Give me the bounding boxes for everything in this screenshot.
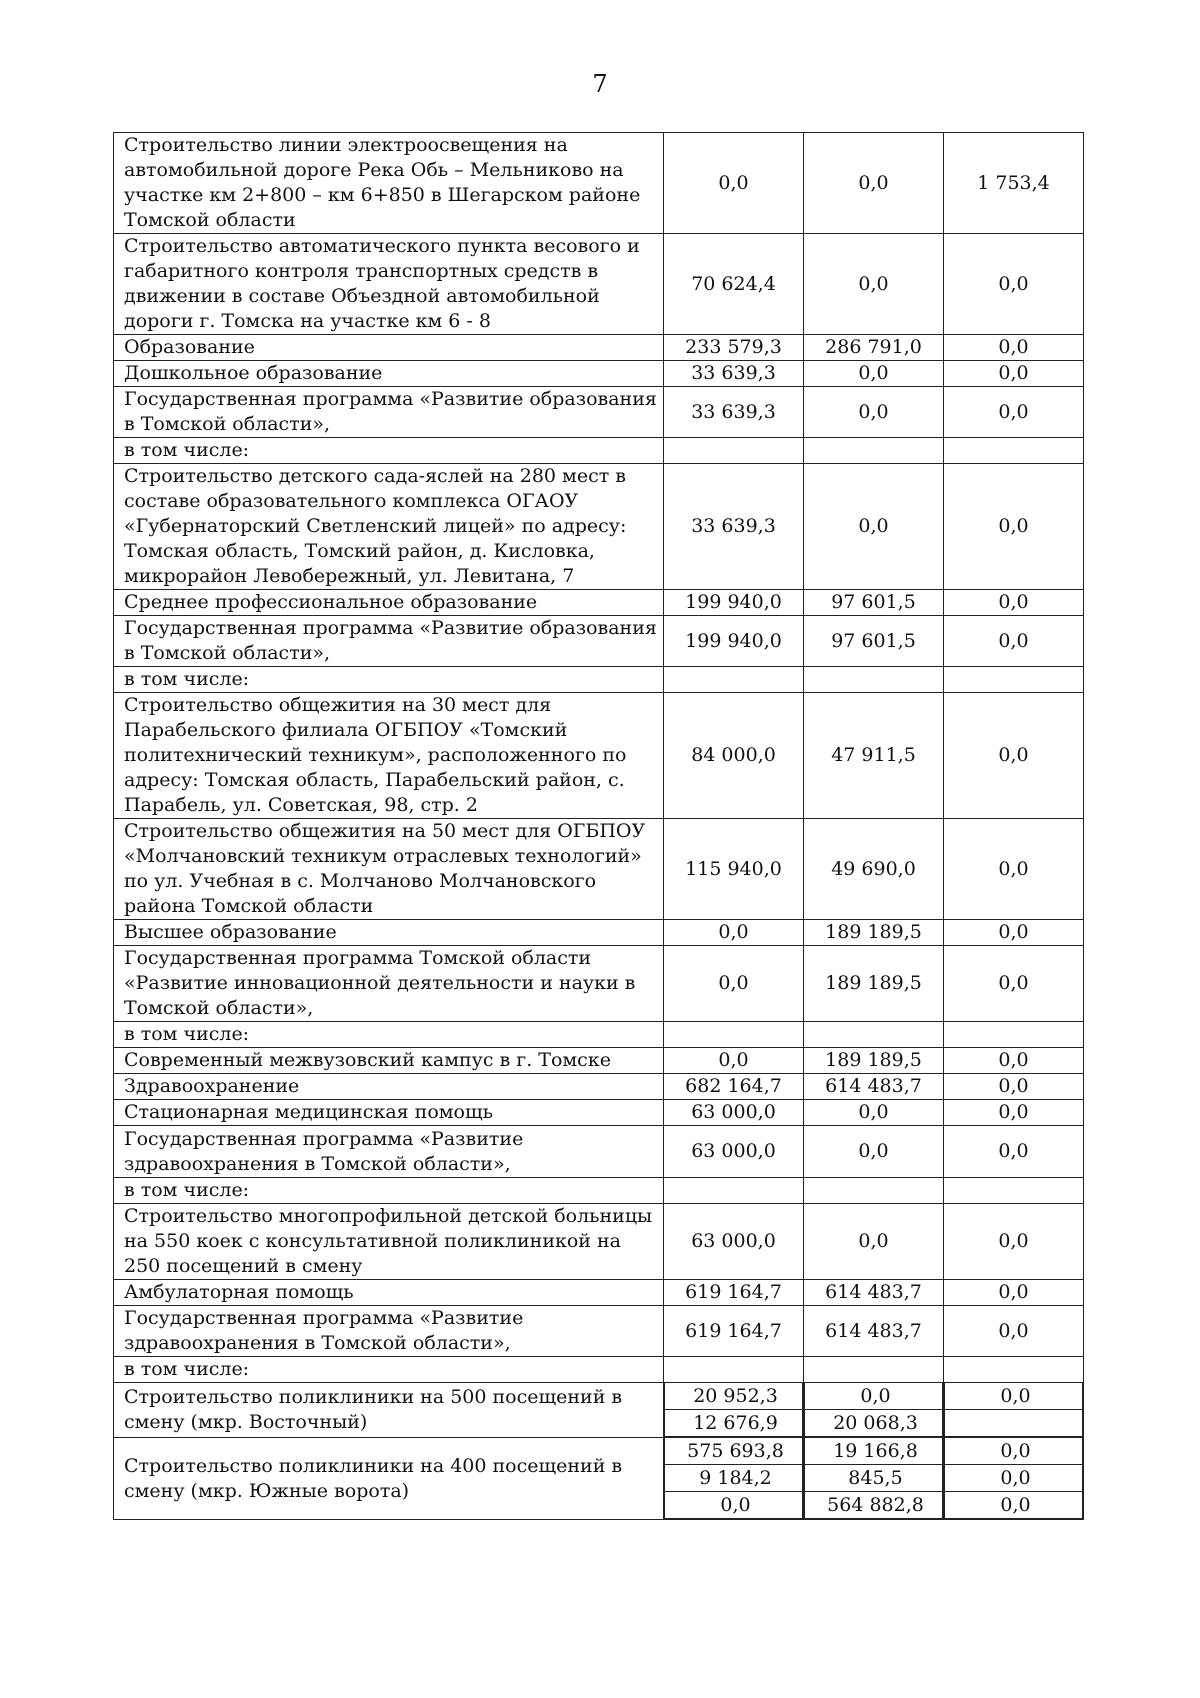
- table-row: [114, 693, 1084, 819]
- value-cell-3: 0,0: [944, 693, 1084, 819]
- value-cell-1: [664, 1178, 804, 1204]
- row-name-cell: Среднее профессиональное образование: [114, 590, 664, 616]
- row-name-cell: в том числе:: [114, 667, 664, 693]
- sub-value: [945, 1410, 1083, 1437]
- value-cell-1: 619 164,7: [664, 1280, 804, 1306]
- value-cell-1: [664, 1022, 804, 1048]
- table-row: [114, 1100, 1084, 1126]
- value-cell-1: 619 164,7: [664, 1306, 804, 1357]
- table-row: [114, 1306, 1084, 1357]
- value-cell-2: 189 189,5: [804, 920, 944, 946]
- value-cell-2: 0,0: [804, 464, 944, 590]
- value-cell-3: 0,0: [944, 1306, 1084, 1357]
- value-cell-3: 0,0: [944, 234, 1084, 335]
- value-cell-2: 614 483,7: [804, 1306, 944, 1357]
- value-cell-3: [944, 438, 1084, 464]
- value-cell-1: 0,0: [664, 1048, 804, 1074]
- value-cell-2: 189 189,5: [804, 946, 944, 1022]
- sub-value: 9 184,2: [665, 1465, 803, 1492]
- value-cell-3: 0,0: [944, 946, 1084, 1022]
- value-cell-1: 682 164,7: [664, 1074, 804, 1100]
- table-row: [114, 1074, 1084, 1100]
- value-cell-1: 199 940,0: [664, 590, 804, 616]
- value-cell-1: [664, 1438, 804, 1520]
- row-name-cell: Строительство поликлиники на 400 посещений в смену (мкр. Южные ворота): [114, 1438, 664, 1520]
- value-cell-2: 0,0: [804, 387, 944, 438]
- value-cell-3: 0,0: [944, 1074, 1084, 1100]
- value-cell-2: 49 690,0: [804, 819, 944, 920]
- value-cell-1: 63 000,0: [664, 1204, 804, 1280]
- value-cell-2: 97 601,5: [804, 616, 944, 667]
- value-cell-3: 0,0: [944, 464, 1084, 590]
- table-row: [114, 234, 1084, 335]
- value-cell-3: 0,0: [944, 1204, 1084, 1280]
- value-cell-2: 0,0: [804, 1100, 944, 1126]
- row-name-cell: Здравоохранение: [114, 1074, 664, 1100]
- value-cell-1: 0,0: [664, 920, 804, 946]
- value-cell-3: 0,0: [944, 616, 1084, 667]
- value-cell-1: 63 000,0: [664, 1100, 804, 1126]
- value-cell-3: 0,0: [944, 1048, 1084, 1074]
- value-cell-2: [804, 1022, 944, 1048]
- sub-value: 20 068,3: [805, 1410, 943, 1437]
- table-row-multi: [114, 1383, 1084, 1438]
- table-row: [114, 1126, 1084, 1178]
- value-cell-2: 0,0: [804, 133, 944, 234]
- value-cell-3: 0,0: [944, 1280, 1084, 1306]
- sub-value: 0,0: [945, 1438, 1083, 1465]
- table-row: [114, 438, 1084, 464]
- row-name-cell: в том числе:: [114, 438, 664, 464]
- value-cell-2: 614 483,7: [804, 1074, 944, 1100]
- value-cell-1: 33 639,3: [664, 387, 804, 438]
- table-row: [114, 819, 1084, 920]
- value-cell-3: [944, 1178, 1084, 1204]
- value-cell-2: [804, 667, 944, 693]
- sub-value: 564 882,8: [805, 1492, 943, 1519]
- value-cell-2: 0,0: [804, 1126, 944, 1178]
- value-cell-3: 0,0: [944, 920, 1084, 946]
- value-cell-2: [804, 1357, 944, 1383]
- value-cell-3: 0,0: [944, 819, 1084, 920]
- row-name-cell: Государственная программа Томской области «Развитие инновационной деятельности и науки в Томской области»,: [114, 946, 664, 1022]
- table-row: [114, 667, 1084, 693]
- table-row: [114, 361, 1084, 387]
- table-row: [114, 464, 1084, 590]
- value-cell-1: 233 579,3: [664, 335, 804, 361]
- value-cell-1: [664, 438, 804, 464]
- sub-value: 0,0: [945, 1383, 1083, 1410]
- value-cell-2: 47 911,5: [804, 693, 944, 819]
- sub-value: 845,5: [805, 1465, 943, 1492]
- table-row: [114, 1178, 1084, 1204]
- sub-value: 20 952,3: [665, 1383, 803, 1410]
- table-row: [114, 616, 1084, 667]
- value-cell-1: 0,0: [664, 946, 804, 1022]
- value-cell-2: [804, 1178, 944, 1204]
- table-row: [114, 946, 1084, 1022]
- value-cell-1: 0,0: [664, 133, 804, 234]
- row-name-cell: в том числе:: [114, 1022, 664, 1048]
- page-number: 7: [592, 70, 608, 98]
- value-cell-2: [804, 1383, 944, 1438]
- value-cell-2: 614 483,7: [804, 1280, 944, 1306]
- table-row: [114, 590, 1084, 616]
- table-row: [114, 1357, 1084, 1383]
- row-name-cell: Строительство поликлиники на 500 посещений в смену (мкр. Восточный): [114, 1383, 664, 1438]
- table-row: [114, 1022, 1084, 1048]
- sub-value: 575 693,8: [665, 1438, 803, 1465]
- row-name-cell: Государственная программа «Развитие здравоохранения в Томской области»,: [114, 1126, 664, 1178]
- value-cell-2: 286 791,0: [804, 335, 944, 361]
- table-row: [114, 1048, 1084, 1074]
- value-cell-1: 33 639,3: [664, 464, 804, 590]
- row-name-cell: в том числе:: [114, 1357, 664, 1383]
- value-cell-2: 0,0: [804, 1204, 944, 1280]
- value-cell-2: 0,0: [804, 361, 944, 387]
- value-cell-3: [944, 1438, 1084, 1520]
- sub-value: 0,0: [945, 1492, 1083, 1519]
- row-name-cell: Строительство общежития на 30 мест для Парабельского филиала ОГБПОУ «Томский политехнический техникум», расположенного по адресу: Томская область, Парабельский район, с. Парабель, ул. Советская, 98, стр. 2: [114, 693, 664, 819]
- value-cell-2: [804, 438, 944, 464]
- value-cell-1: 199 940,0: [664, 616, 804, 667]
- value-cell-1: 70 624,4: [664, 234, 804, 335]
- row-name-cell: Строительство линии электроосвещения на автомобильной дороге Река Обь – Мельниково на участке км 2+800 – км 6+850 в Шегарском районе Томской области: [114, 133, 664, 234]
- budget-table: [113, 132, 1084, 1520]
- row-name-cell: Государственная программа «Развитие здравоохранения в Томской области»,: [114, 1306, 664, 1357]
- sub-value: 0,0: [805, 1383, 943, 1410]
- table-row: [114, 133, 1084, 234]
- row-name-cell: Современный межвузовский кампус в г. Томске: [114, 1048, 664, 1074]
- row-name-cell: Государственная программа «Развитие образования в Томской области»,: [114, 616, 664, 667]
- value-cell-1: [664, 1383, 804, 1438]
- value-cell-3: [944, 1022, 1084, 1048]
- value-cell-3: [944, 1357, 1084, 1383]
- table-row: [114, 920, 1084, 946]
- sub-value: 12 676,9: [665, 1410, 803, 1437]
- value-cell-1: [664, 667, 804, 693]
- row-name-cell: Строительство автоматического пункта весового и габаритного контроля транспортных средств в движении в составе Объездной автомобильной дороги г. Томска на участке км 6 - 8: [114, 234, 664, 335]
- value-cell-3: 0,0: [944, 590, 1084, 616]
- value-cell-1: 115 940,0: [664, 819, 804, 920]
- row-name-cell: Образование: [114, 335, 664, 361]
- value-cell-3: 0,0: [944, 361, 1084, 387]
- table-row-multi: [114, 1438, 1084, 1520]
- table-row: [114, 1204, 1084, 1280]
- table-row: [114, 387, 1084, 438]
- table-row: [114, 335, 1084, 361]
- row-name-cell: в том числе:: [114, 1178, 664, 1204]
- value-cell-2: 0,0: [804, 234, 944, 335]
- value-cell-3: 0,0: [944, 387, 1084, 438]
- value-cell-3: 0,0: [944, 335, 1084, 361]
- value-cell-1: [664, 1357, 804, 1383]
- sub-value: 0,0: [665, 1492, 803, 1519]
- table-row: [114, 1280, 1084, 1306]
- value-cell-2: 189 189,5: [804, 1048, 944, 1074]
- value-cell-3: [944, 1383, 1084, 1438]
- row-name-cell: Амбулаторная помощь: [114, 1280, 664, 1306]
- row-name-cell: Высшее образование: [114, 920, 664, 946]
- sub-value: 0,0: [945, 1465, 1083, 1492]
- value-cell-3: [944, 667, 1084, 693]
- value-cell-3: 0,0: [944, 1100, 1084, 1126]
- value-cell-1: 33 639,3: [664, 361, 804, 387]
- value-cell-1: 63 000,0: [664, 1126, 804, 1178]
- value-cell-2: [804, 1438, 944, 1520]
- row-name-cell: Дошкольное образование: [114, 361, 664, 387]
- row-name-cell: Строительство общежития на 50 мест для ОГБПОУ «Молчановский техникум отраслевых технологий» по ул. Учебная в с. Молчаново Молчановского района Томской области: [114, 819, 664, 920]
- value-cell-1: 84 000,0: [664, 693, 804, 819]
- value-cell-3: 1 753,4: [944, 133, 1084, 234]
- row-name-cell: Государственная программа «Развитие образования в Томской области»,: [114, 387, 664, 438]
- sub-value: 19 166,8: [805, 1438, 943, 1465]
- value-cell-3: 0,0: [944, 1126, 1084, 1178]
- row-name-cell: Строительство многопрофильной детской больницы на 550 коек с консультативной поликлиникой на 250 посещений в смену: [114, 1204, 664, 1280]
- value-cell-2: 97 601,5: [804, 590, 944, 616]
- row-name-cell: Строительство детского сада-яслей на 280 мест в составе образовательного комплекса ОГАОУ «Губернаторский Светленский лицей» по адресу: Томская область, Томский район, д. Кисловка, микрорайон Левобережный, ул. Левитана, 7: [114, 464, 664, 590]
- row-name-cell: Стационарная медицинская помощь: [114, 1100, 664, 1126]
